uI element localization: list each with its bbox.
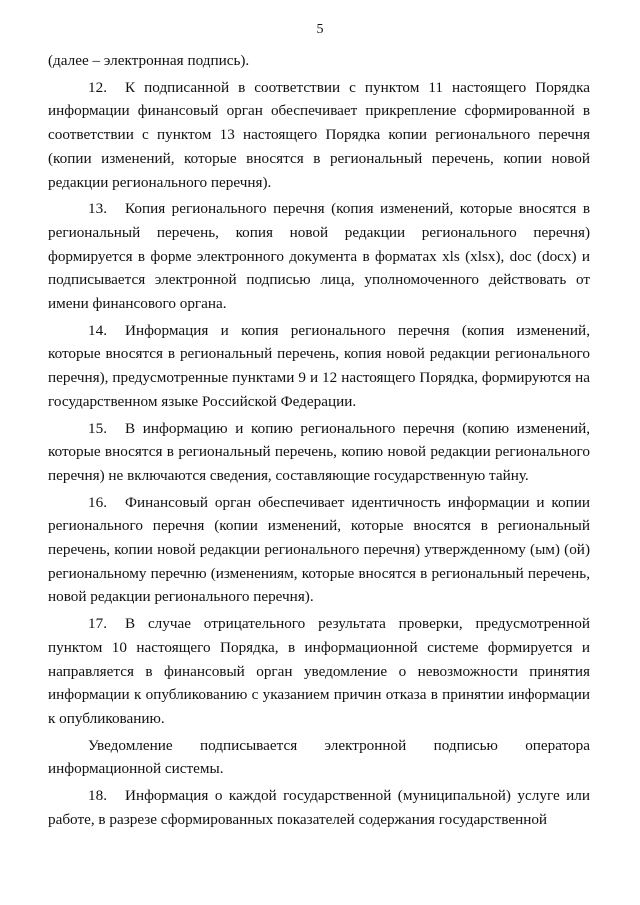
paragraph-text: В информацию и копию регионального перечня (копию изменений, которые вносятся в региональный перечень, копию новой редакции регионального перечня) не включаются сведения, составляющие государственную тайну. (48, 419, 590, 484)
paragraph-text: (далее – электронная подпись). (48, 52, 250, 69)
paragraph-16 (48, 491, 590, 610)
page-number: 5 (316, 22, 324, 37)
paragraph-text: Финансовый орган обеспечивает идентичность информации и копии регионального перечня (копии изменений, которые вносятся в региональный перечень, копии новой редакции регионального перечня) утвержденному (ым) (ой) региональному перечню (изменениям, которые вносятся в региональный перечень, новой редакции регионального перечня). (48, 493, 590, 606)
paragraph-number: 18. (88, 787, 107, 805)
paragraph-13 (48, 197, 590, 316)
paragraph-14 (48, 319, 590, 414)
paragraph-number: 13. (88, 200, 107, 218)
paragraph-number: 16. (88, 493, 107, 511)
paragraph-number: 14. (88, 321, 107, 339)
paragraph-18 (48, 784, 590, 831)
paragraph-17 (48, 612, 590, 731)
paragraph-text: Информация и копия регионального перечня (копия изменений, которые вносятся в региональный перечень, копия новой редакции регионального перечня), предусмотренные пунктами 9 и 12 настоящего Порядка, формируются на государственном языке Российской Федерации. (48, 321, 590, 410)
paragraph-number: 17. (88, 615, 107, 633)
paragraph-number: 15. (88, 419, 107, 437)
paragraph-12 (48, 76, 590, 195)
paragraph-continuation (48, 49, 590, 73)
paragraph-text: К подписанной в соответствии с пунктом 11 настоящего Порядка информации финансовый орган обеспечивает прикрепление сформированной в соответствии с пунктом 13 настоящего Порядка копии регионального перечня (копии изменений, которые вносятся в региональный перечень, копии новой редакции регионального перечня). (48, 78, 590, 191)
paragraph-text: В случае отрицательного результата проверки, предусмотренной пунктом 10 настоящего Порядка, в информационной системе формируется и направляется в финансовый орган уведомление о невозможности принятия информации к опубликованию с указанием причин отказа в принятии информации к опубликованию. (48, 615, 590, 727)
paragraph-number: 12. (88, 78, 107, 96)
paragraph-text: Уведомление подписывается электронной подписью оператора информационной системы. (48, 736, 590, 778)
document-body (48, 49, 590, 832)
paragraph-15 (48, 417, 590, 488)
paragraph-text: Копия регионального перечня (копия изменений, которые вносятся в региональный перечень, копия новой редакции регионального перечня) формируется в форме электронного документа в форматах xls (xlsx), doc (docx) и подписывается электронной подписью лица, уполномоченного действовать от имени финансового органа. (48, 200, 590, 313)
paragraph-17-notice (48, 734, 590, 781)
paragraph-text: Информация о каждой государственной (муниципальной) услуге или работе, в разрезе сформированных показателей содержания государственной (48, 787, 590, 828)
